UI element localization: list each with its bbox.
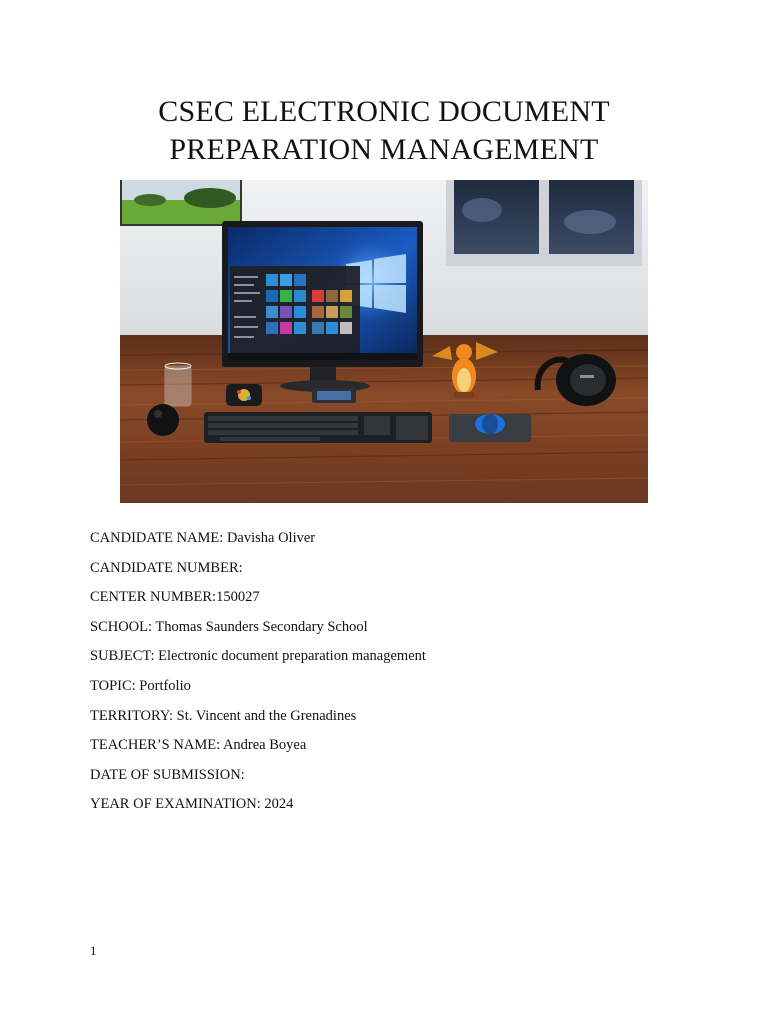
field-label: CENTER NUMBER:: [90, 589, 217, 606]
topic-field: [90, 677, 710, 695]
field-value: Andrea Boyea: [222, 737, 307, 754]
teacher-name-field: [90, 736, 710, 754]
candidate-name-field: [90, 529, 710, 547]
center-number-field: [90, 588, 710, 606]
year-of-examination-field: [90, 795, 710, 813]
smartwatch: [226, 384, 262, 406]
keyboard: [204, 412, 432, 443]
cover-photo-computer-desk: [120, 180, 648, 503]
wall-landscape-picture: [120, 180, 242, 226]
school-field: [90, 618, 710, 636]
field-value: Electronic document preparation management: [158, 648, 426, 665]
title-line-2: PREPARATION MANAGEMENT: [169, 133, 599, 166]
page-title: [0, 93, 768, 169]
field-value: Portfolio: [139, 677, 191, 694]
field-value: Thomas Saunders Secondary School: [155, 618, 368, 635]
field-label: DATE OF SUBMISSION:: [90, 766, 245, 783]
field-label: SCHOOL:: [90, 618, 153, 635]
page-number: 1: [90, 943, 97, 958]
territory-field: [90, 707, 710, 725]
subject-field: [90, 647, 710, 665]
wall-window: [446, 180, 642, 266]
field-value: Davisha Oliver: [226, 530, 316, 546]
field-value: St. Vincent and the Grenadines: [176, 707, 357, 724]
field-label: CANDIDATE NUMBER:: [90, 559, 243, 576]
field-label: CANDIDATE NAME:: [90, 530, 224, 546]
glass: [165, 363, 191, 406]
field-value: 150027: [216, 589, 260, 606]
field-label: SUBJECT:: [90, 648, 155, 665]
date-of-submission-field: [90, 766, 710, 784]
field-value: 2024: [264, 796, 294, 813]
monitor: [222, 221, 423, 392]
candidate-details: [90, 529, 710, 825]
field-label: TERRITORY:: [90, 707, 173, 724]
field-label: TOPIC:: [90, 677, 136, 694]
title-line-1: CSEC ELECTRONIC DOCUMENT: [158, 95, 610, 128]
candidate-number-field: [90, 559, 710, 577]
field-label: YEAR OF EXAMINATION:: [90, 796, 261, 813]
field-label: TEACHER’S NAME:: [90, 737, 221, 754]
